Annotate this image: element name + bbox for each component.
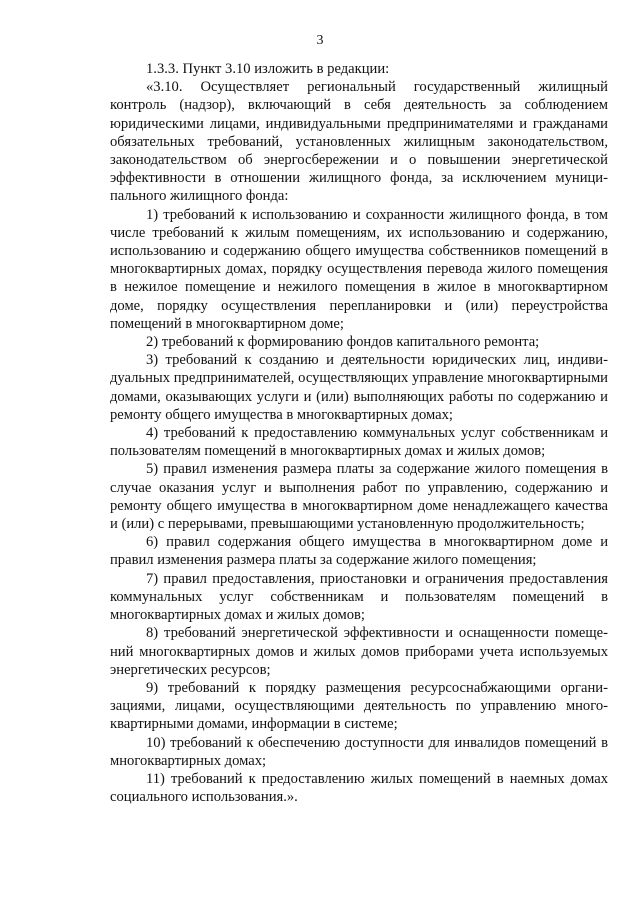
list-item-1: 1) требований к использованию и сохранности жилищного фонда, в том числе требований к жилым помещениям, их использованию и содержанию, использованию и содержанию общего имущества собственников помещений в многоквартирных домах, порядку осуществления перевода жилого помещения в нежилое помещение и нежилого помещения в жилое в многоквартирном доме, порядку осуществления перепланировки и (или) переустройства помещений в многоквартирном доме;: [110, 206, 608, 332]
list-item-11: 11) требований к предоставлению жилых помещений в наемных домах социального использования.».: [110, 770, 608, 806]
page-number: 3: [316, 33, 324, 48]
section-heading: 1.3.3. Пункт 3.10 изложить в редакции:: [146, 61, 390, 77]
list-item-10: 10) требований к обеспечению доступности для инвалидов помещений в многоквартирных домах;: [110, 734, 608, 769]
document-body: [110, 60, 608, 806]
list-item-5: 5) правил изменения размера платы за содержание жилого помещения в случае оказания услуг и выполнения работ по управлению, содержанию и ремонту общего имущества в многоквартирном доме ненадлежащего качества и (или) с перерывами, превышающими установленную продолжительность;: [110, 461, 608, 533]
list-item-7: 7) правил предоставления, приостановки и ограничения предоставления коммунальных услуг собственникам и пользователям помещений в многоквартирных домах и жилых домов;: [110, 570, 608, 624]
list-item-4: 4) требований к предоставлению коммунальных услуг собственникам и пользователям помещений в многоквартирных домах и жилых домов;: [110, 425, 608, 460]
clause-intro-paragraph: «3.10. Осуществляет региональный государственный жилищный контроль (надзор), включающий в себя деятельность за соблюдением юридическими лицами, индивидуальными предпринимателями и гражданами обязательных требований, установленных жилищным законодательством, законодательством об энергосбережении и о повышении энергетической эффективности в отношении жилищного фонда, за исключением муниципального жилищного фонда:: [110, 79, 608, 205]
list-item-2: 2) требований к формированию фондов капитального ремонта;: [146, 334, 540, 351]
list-item-8: 8) требований энергетической эффективности и оснащенности помещений многоквартирных домов и жилых домов приборами учета используемых энергетических ресурсов;: [110, 625, 608, 678]
list-item-6: 6) правил содержания общего имущества в многоквартирном доме и правил изменения размера платы за содержание жилого помещения;: [110, 534, 608, 569]
list-item-3: 3) требований к созданию и деятельности юридических лиц, индивидуальных предпринимателей, осуществляющих управление многоквартирными домами, оказывающих услуги и (или) выполняющих работы по содержанию и ремонту общего имущества в многоквартирных домах;: [110, 352, 608, 423]
list-item-9: 9) требований к порядку размещения ресурсоснабжающими организациями, лицами, осуществляющими деятельность по управлению многоквартирными домами, информации в системе;: [110, 679, 608, 733]
